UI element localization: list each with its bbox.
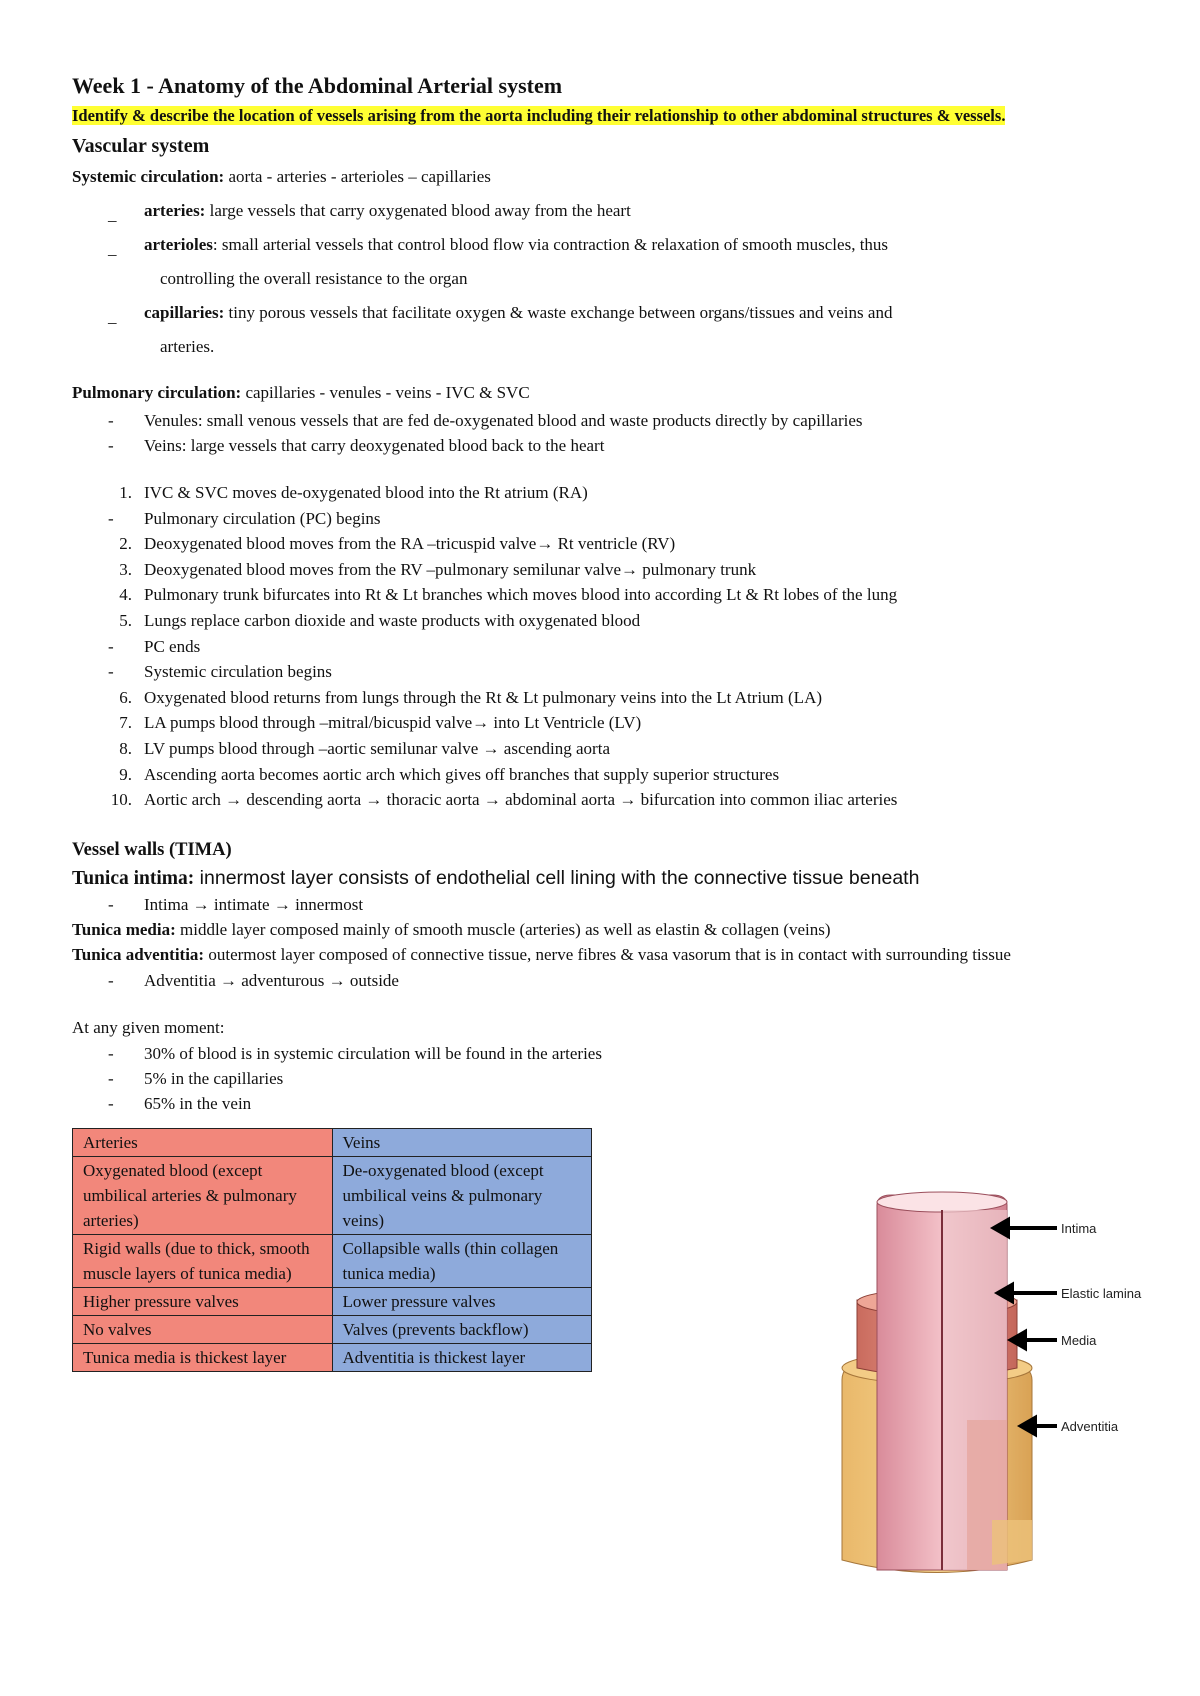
step-item bbox=[72, 710, 1132, 736]
step-marker: 1. bbox=[119, 483, 132, 502]
pulmonary-text: capillaries - venules - veins - IVC & SVC bbox=[241, 383, 530, 402]
step-text: Oxygenated blood returns from lungs through the Rt & Lt pulmonary veins into the Lt Atrium (LA) bbox=[144, 687, 823, 707]
step-text: PC ends bbox=[144, 636, 201, 656]
moment-intro: At any given moment: bbox=[72, 1017, 225, 1037]
systemic-list bbox=[72, 194, 1132, 364]
table-cell-arteries: Oxygenated blood (except umbilical arteries & pulmonary arteries) bbox=[73, 1156, 333, 1234]
step-item bbox=[72, 480, 1132, 506]
adventitia-label: Tunica adventitia: bbox=[72, 945, 205, 965]
arteries-vs-veins-table bbox=[72, 1128, 592, 1372]
step-marker: 8. bbox=[119, 738, 132, 758]
adventitia-mnemonic-list bbox=[72, 968, 1132, 993]
term-label: capillaries: bbox=[144, 303, 225, 322]
circulation-steps bbox=[72, 480, 1132, 813]
term-definition: tiny porous vessels that facilitate oxygen & waste exchange between organs/tissues and veins and bbox=[224, 303, 893, 322]
table-row bbox=[73, 1156, 592, 1234]
objective-highlight: Identify & describe the location of vessels arising from the aorta including their relationship to other abdominal structures & vessels. bbox=[72, 106, 1006, 125]
list-item: - Adventitia → adventurous → outside bbox=[108, 970, 399, 990]
intima-text: innermost layer consists of endothelial cell lining with the connective tissue beneath bbox=[194, 866, 920, 889]
term-definition-continued: arteries. bbox=[160, 337, 215, 356]
step-item bbox=[72, 531, 1132, 557]
tunica-media-line bbox=[72, 917, 1132, 943]
table-header-arteries: Arteries bbox=[73, 1128, 333, 1156]
table-cell-veins: Adventitia is thickest layer bbox=[332, 1343, 592, 1371]
step-item bbox=[72, 659, 1132, 685]
intima-mnemonic: Intima → intimate → innermost bbox=[144, 894, 364, 914]
media-label: Tunica media: bbox=[72, 919, 176, 939]
step-item bbox=[72, 634, 1132, 660]
vessel-walls-heading: Vessel walls (TIMA) bbox=[72, 839, 232, 860]
term-label: arteries: bbox=[144, 201, 206, 220]
figure-label-intima: Intima bbox=[1061, 1221, 1097, 1236]
table-cell-veins: Collapsible walls (thin collagen tunica media) bbox=[332, 1234, 592, 1287]
term-definition: : small arterial vessels that control blood flow via contraction & relaxation of smooth muscles, thus bbox=[212, 235, 889, 254]
step-text: Aortic arch → descending aorta → thoracic aorta → abdominal aorta → bifurcation into common iliac arteries bbox=[144, 790, 898, 810]
table-cell-arteries: No valves bbox=[73, 1315, 333, 1343]
step-marker: - bbox=[108, 662, 114, 682]
step-marker: - bbox=[108, 636, 114, 656]
systemic-label: Systemic circulation: bbox=[72, 167, 225, 186]
adventitia-text: outermost layer composed of connective tissue, nerve fibres & vasa vasorum that is in contact with surrounding tissue bbox=[204, 945, 1011, 965]
vascular-system-heading: Vascular system bbox=[72, 135, 210, 157]
step-marker: 3. bbox=[119, 559, 132, 579]
table-cell-arteries: Rigid walls (due to thick, smooth muscle layers of tunica media) bbox=[73, 1234, 333, 1287]
table-header-row bbox=[73, 1128, 592, 1156]
table-cell-arteries: Higher pressure valves bbox=[73, 1287, 333, 1315]
step-marker: 6. bbox=[119, 687, 132, 707]
step-marker: 7. bbox=[119, 713, 132, 733]
table-row bbox=[73, 1343, 592, 1371]
vessel-wall-illustration bbox=[832, 1190, 1162, 1580]
table-cell-veins: Valves (prevents backflow) bbox=[332, 1315, 592, 1343]
step-item bbox=[72, 787, 1132, 813]
document-page bbox=[72, 72, 1132, 1372]
list-item: _ arteries: large vessels that carry oxygenated blood away from the heart bbox=[108, 201, 631, 224]
media-text: middle layer composed mainly of smooth muscle (arteries) as well as elastin & collagen (veins) bbox=[175, 919, 831, 939]
step-text: Pulmonary circulation (PC) begins bbox=[144, 508, 381, 528]
figure-label-adventitia: Adventitia bbox=[1061, 1419, 1119, 1434]
step-marker: - bbox=[108, 508, 114, 528]
learning-objective bbox=[72, 100, 1132, 132]
pulmonary-circulation-line bbox=[72, 378, 1132, 408]
step-text: Deoxygenated blood moves from the RV –pulmonary semilunar valve→ pulmonary trunk bbox=[144, 559, 757, 579]
step-marker: 2. bbox=[119, 534, 132, 554]
pulmonary-label: Pulmonary circulation: bbox=[72, 383, 242, 402]
tunica-adventitia-line bbox=[72, 942, 1132, 968]
moment-list bbox=[72, 1041, 1132, 1116]
intima-mnemonic-list bbox=[72, 892, 1132, 917]
step-item bbox=[72, 582, 1132, 608]
vessel-cross-section-drawing bbox=[832, 1190, 1162, 1580]
step-text: LV pumps blood through –aortic semilunar valve → ascending aorta bbox=[144, 738, 610, 758]
table-row bbox=[73, 1315, 592, 1343]
table-cell-veins: De-oxygenated blood (except umbilical veins & pulmonary veins) bbox=[332, 1156, 592, 1234]
step-text: IVC & SVC moves de-oxygenated blood into the Rt atrium (RA) bbox=[144, 483, 588, 502]
step-marker: 5. bbox=[119, 610, 132, 630]
step-text: Deoxygenated blood moves from the RA –tricuspid valve→ Rt ventricle (RV) bbox=[144, 534, 676, 554]
term-definition: large vessels that carry oxygenated blood away from the heart bbox=[205, 201, 631, 220]
systemic-text: aorta - arteries - arterioles – capillaries bbox=[224, 167, 491, 186]
figure-label-media: Media bbox=[1061, 1333, 1097, 1348]
list-item: - 5% in the capillaries bbox=[108, 1068, 284, 1088]
list-item: _ capillaries: tiny porous vessels that facilitate oxygen & waste exchange between organs/tissues and veins and arteries. bbox=[72, 296, 1132, 364]
list-item: - 65% in the vein bbox=[108, 1093, 252, 1113]
step-marker: 9. bbox=[119, 764, 132, 784]
table-row bbox=[73, 1234, 592, 1287]
list-item: - 30% of blood is in systemic circulation will be found in the arteries bbox=[108, 1043, 602, 1063]
step-marker: 4. bbox=[119, 585, 132, 605]
step-item bbox=[72, 685, 1132, 711]
step-item bbox=[72, 608, 1132, 634]
table-cell-veins: Lower pressure valves bbox=[332, 1287, 592, 1315]
table-cell-arteries: Tunica media is thickest layer bbox=[73, 1343, 333, 1371]
step-text: Ascending aorta becomes aortic arch which gives off branches that supply superior structures bbox=[144, 764, 780, 784]
list-item-text: 65% in the vein bbox=[144, 1093, 252, 1113]
intima-label: Tunica intima: bbox=[72, 867, 195, 889]
tunica-intima-line bbox=[72, 865, 1132, 892]
adventitia-mnemonic: Adventitia → adventurous → outside bbox=[144, 970, 399, 990]
term-label: arterioles bbox=[144, 235, 213, 254]
systemic-circulation-line bbox=[72, 160, 1132, 194]
list-item: - Veins: large vessels that carry deoxygenated blood back to the heart bbox=[108, 436, 605, 455]
figure-label-elastic-lamina: Elastic lamina bbox=[1061, 1286, 1142, 1301]
page-title: Week 1 - Anatomy of the Abdominal Arterial system bbox=[72, 73, 563, 98]
step-item bbox=[72, 557, 1132, 583]
step-text: Lungs replace carbon dioxide and waste products with oxygenated blood bbox=[144, 610, 641, 630]
step-text: Pulmonary trunk bifurcates into Rt & Lt branches which moves blood into according Lt & Rt lobes of the lung bbox=[144, 585, 898, 605]
step-item bbox=[72, 506, 1132, 532]
step-item bbox=[72, 736, 1132, 762]
table-row bbox=[73, 1287, 592, 1315]
step-item bbox=[72, 762, 1132, 788]
list-item-text: Venules: small venous vessels that are fed de-oxygenated blood and waste products directly by capillaries bbox=[144, 411, 863, 430]
list-item: - Intima → intimate → innermost bbox=[108, 894, 364, 914]
list-item: - Venules: small venous vessels that are fed de-oxygenated blood and waste products directly by capillaries bbox=[108, 411, 863, 430]
term-definition-continued: controlling the overall resistance to the organ bbox=[160, 269, 468, 288]
step-text: Systemic circulation begins bbox=[144, 662, 332, 682]
step-text: LA pumps blood through –mitral/bicuspid valve→ into Lt Ventricle (LV) bbox=[144, 713, 642, 733]
pulmonary-list bbox=[72, 408, 1132, 458]
list-item-text: 5% in the capillaries bbox=[144, 1068, 284, 1088]
list-item: _ arterioles: small arterial vessels that control blood flow via contraction & relaxation of smooth muscles, thus controlling the overall resistance to the organ bbox=[72, 228, 1132, 296]
list-item-text: Veins: large vessels that carry deoxygenated blood back to the heart bbox=[144, 436, 605, 455]
step-marker: 10. bbox=[110, 790, 132, 810]
list-item-text: 30% of blood is in systemic circulation will be found in the arteries bbox=[144, 1043, 602, 1063]
table-header-veins: Veins bbox=[332, 1128, 592, 1156]
